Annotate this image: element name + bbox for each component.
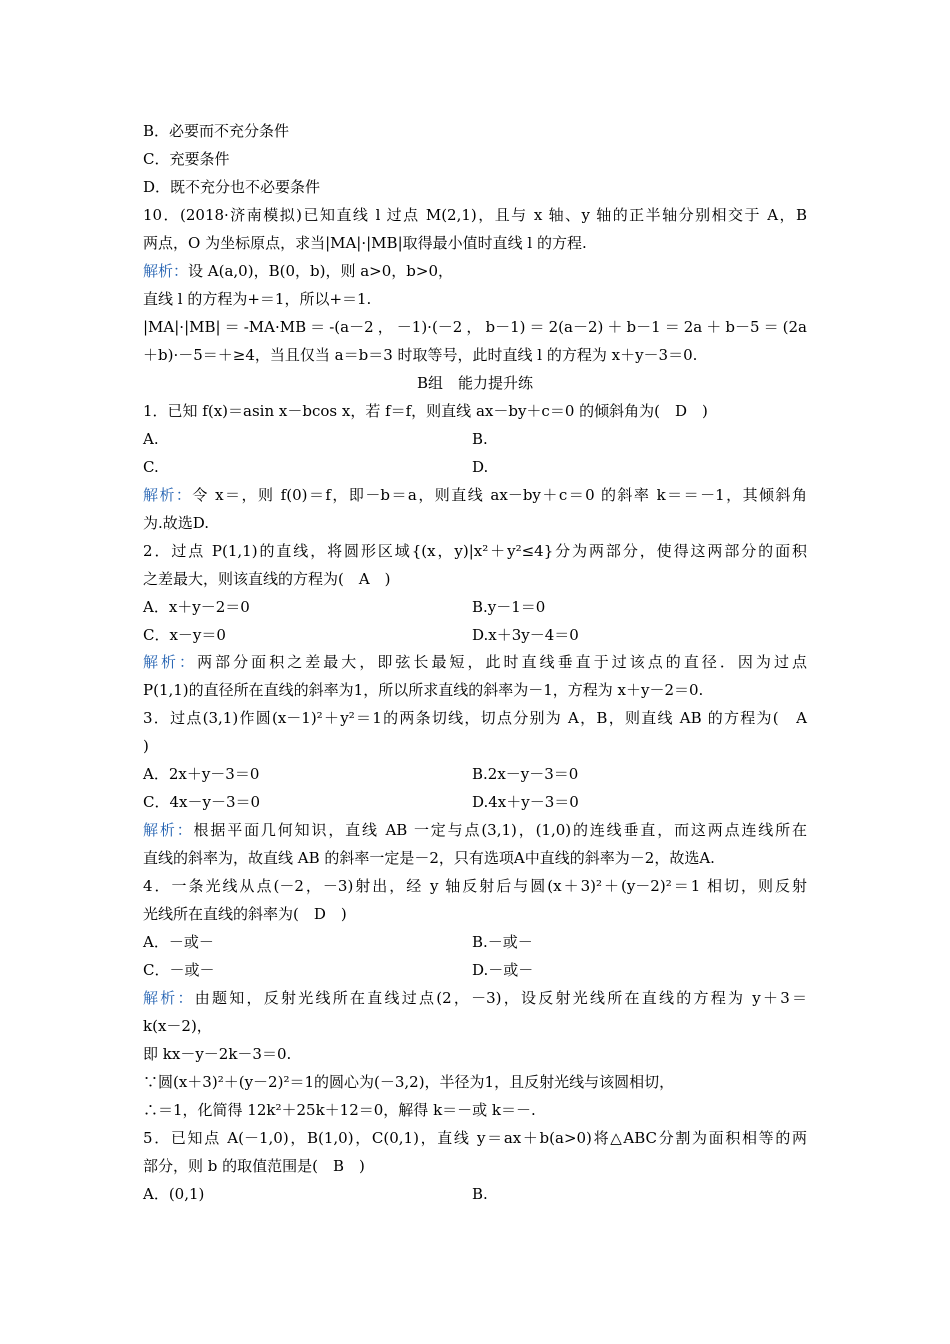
solution-label: 解析： [143,653,198,671]
question-5-line-2: 部分，则 b 的取值范围是( B ) [143,1157,365,1175]
solution-text: 令 x＝，则 f(0)＝f，即－b＝a，则直线 ax－by＋c＝0 的斜率 k＝＝－1，其倾斜角 [192,486,807,504]
solution-10-line-1 [143,261,453,281]
solution-10-line-4: ＋b)·－5＝＋≥4，当且仅当 a＝b＝3 时取等号，此时直线 l 的方程为 x＋y－3＝0. [143,346,698,364]
solution-text: 由题知，反射光线所在直线过点(2，－3)，设反射光线所在直线的方程为 y＋3＝ [194,989,807,1007]
q1-option-a: A. [143,430,159,448]
q4-option-a: A．－或－ [143,933,214,951]
question-10-line-1: 10．(2018·济南模拟)已知直线 l 过点 M(2,1)，且与 x 轴、y 轴的正半轴分别相交于 A，B [143,206,807,224]
question-1-line: 1．已知 f(x)＝asin x－bcos x，若 f＝f，则直线 ax－by＋c＝0 的倾斜角为( D ) [143,402,708,420]
solution-label: 解析： [143,486,193,504]
solution-4-line-4: ∵圆(x＋3)²＋(y－2)²＝1的圆心为(－3,2)，半径为1，且反射光线与该圆相切， [143,1073,675,1091]
solution-3-line-1 [143,820,807,840]
q1-option-b: B. [472,430,488,448]
question-4-line-1: 4．一条光线从点(－2，－3)射出，经 y 轴反射后与圆(x＋3)²＋(y－2)²＝1 相切，则反射 [143,877,807,895]
question-2-line-1: 2．过点 P(1,1)的直线，将圆形区域{(x，y)|x²＋y²≤4}分为两部分，使得这两部分的面积 [143,542,807,560]
q2-option-a: A．x＋y－2＝0 [143,598,250,616]
q2-option-d: D.x＋3y－4＝0 [472,626,579,644]
q2-option-c: C．x－y＝0 [143,626,226,644]
solution-2-line-1 [143,652,807,672]
q5-option-a: A．(0,1) [143,1185,205,1203]
solution-4-line-5: ∴＝1，化简得 12k²＋25k＋12＝0，解得 k＝－或 k＝－. [143,1101,536,1119]
question-3-line-1: 3．过点(3,1)作圆(x－1)²＋y²＝1的两条切线，切点分别为 A，B，则直线 AB 的方程为( A [143,709,807,727]
solution-2-line-2: P(1,1)的直径所在直线的斜率为1，所以所求直线的斜率为－1，方程为 x＋y－2＝0. [143,681,704,699]
solution-4-line-1 [143,988,807,1008]
question-4-line-2: 光线所在直线的斜率为( D ) [143,905,347,923]
question-3-line-2: ) [143,737,149,755]
q3-option-a: A．2x＋y－3＝0 [143,765,260,783]
q4-option-d: D.－或－ [472,961,534,979]
option-c-line: C．充要条件 [143,150,230,168]
question-10-line-2: 两点，O 为坐标原点，求当|MA|·|MB|取得最小值时直线 l 的方程. [143,234,587,252]
solution-text: 两部分面积之差最大，即弦长最短，此时直线垂直于过该点的直径．因为过点 [197,653,807,671]
question-5-line-1: 5．已知点 A(－1,0)，B(1,0)，C(0,1)，直线 y＝ax＋b(a>0)将△ABC分割为面积相等的两 [143,1129,807,1147]
q3-option-d: D.4x＋y－3＝0 [472,793,579,811]
solution-label: 解析： [143,989,195,1007]
q3-option-b: B.2x－y－3＝0 [472,765,579,783]
section-heading: B组 能力提升练 [416,374,534,392]
question-2-line-2: 之差最大，则该直线的方程为( A ) [143,570,391,588]
solution-4-line-2: k(x－2)， [143,1017,212,1035]
q1-option-d: D. [472,458,489,476]
option-b-line: B．必要而不充分条件 [143,122,290,140]
q4-option-b: B.－或－ [472,933,533,951]
q5-option-b: B. [472,1185,488,1203]
solution-1-line-2: 为.故选D. [143,514,210,532]
solution-10-line-2: 直线 l 的方程为+＝1，所以+＝1. [143,290,372,308]
solution-text: 设 A(a,0)，B(0，b)，则 a>0，b>0， [188,262,453,280]
q3-option-c: C．4x－y－3＝0 [143,793,261,811]
solution-text: 根据平面几何知识，直线 AB 一定与点(3,1)，(1,0)的连线垂直，而这两点连线所在 [193,821,807,839]
solution-1-line-1 [143,485,807,505]
q2-option-b: B.y－1＝0 [472,598,546,616]
option-d-line: D．既不充分也不必要条件 [143,178,321,196]
solution-10-line-3: |MA|·|MB|＝-MA·MB＝-(a－2，－1)·(－2，b－1)＝2(a－2)＋b－1＝2a＋b－5＝(2a [143,318,807,336]
solution-label: 解析： [143,821,194,839]
q4-option-c: C．－或－ [143,961,215,979]
solution-4-line-3: 即 kx－y－2k－3＝0. [143,1045,292,1063]
solution-3-line-2: 直线的斜率为，故直线 AB 的斜率一定是－2，只有选项A中直线的斜率为－2，故选A. [143,849,715,867]
q1-option-c: C. [143,458,159,476]
solution-label: 解析： [143,262,189,280]
